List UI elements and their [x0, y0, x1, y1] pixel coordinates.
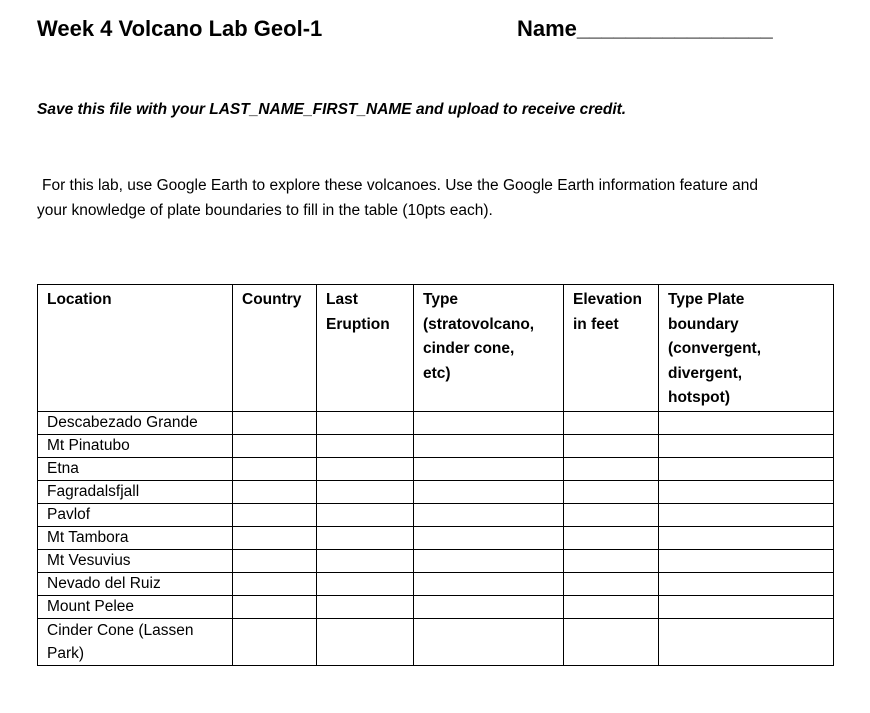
name-field-label: Name________________ — [517, 16, 773, 41]
header-label: in feet — [573, 315, 619, 333]
plate-boundary-cell[interactable] — [659, 526, 834, 549]
location-line: Park) — [47, 644, 85, 662]
intro-line: your knowledge of plate boundaries to fill in the table (10pts each). — [37, 201, 493, 219]
elevation-cell[interactable] — [564, 618, 659, 665]
table-header-row — [38, 285, 834, 412]
type-cell[interactable] — [414, 503, 564, 526]
table-row — [38, 411, 834, 434]
header-country — [233, 285, 317, 412]
header-type — [414, 285, 564, 412]
table-row — [38, 457, 834, 480]
last-eruption-cell[interactable] — [317, 411, 414, 434]
country-cell[interactable] — [233, 457, 317, 480]
header-plate-boundary — [659, 285, 834, 412]
type-cell[interactable] — [414, 526, 564, 549]
elevation-cell[interactable] — [564, 434, 659, 457]
country-cell[interactable] — [233, 595, 317, 618]
location-cell: Mt Pinatubo — [38, 434, 233, 457]
last-eruption-cell[interactable] — [317, 549, 414, 572]
location-cell: Etna — [38, 457, 233, 480]
type-cell[interactable] — [414, 411, 564, 434]
header-last-eruption — [317, 285, 414, 412]
country-cell[interactable] — [233, 572, 317, 595]
table-row — [38, 526, 834, 549]
plate-boundary-cell[interactable] — [659, 411, 834, 434]
type-cell[interactable] — [414, 572, 564, 595]
location-cell: Mt Vesuvius — [38, 549, 233, 572]
type-cell[interactable] — [414, 595, 564, 618]
last-eruption-cell[interactable] — [317, 480, 414, 503]
country-cell[interactable] — [233, 503, 317, 526]
header-label: Country — [242, 291, 302, 308]
plate-boundary-cell[interactable] — [659, 618, 834, 665]
table-row — [38, 549, 834, 572]
plate-boundary-cell[interactable] — [659, 503, 834, 526]
last-eruption-cell[interactable] — [317, 572, 414, 595]
intro-line: For this lab, use Google Earth to explore these volcanoes. Use the Google Earth information feature and — [42, 177, 758, 194]
location-line: Cinder Cone (Lassen — [47, 621, 194, 639]
elevation-cell[interactable] — [564, 411, 659, 434]
table-row — [38, 595, 834, 618]
elevation-cell[interactable] — [564, 480, 659, 503]
header-label: Type — [423, 291, 459, 308]
header-label: Type Plate — [668, 291, 745, 308]
header-location — [38, 285, 233, 412]
header-label: (stratovolcano, — [423, 315, 535, 333]
last-eruption-cell[interactable] — [317, 618, 414, 665]
country-cell[interactable] — [233, 549, 317, 572]
volcano-table — [37, 284, 834, 666]
intro-paragraph — [37, 174, 827, 223]
last-eruption-cell[interactable] — [317, 526, 414, 549]
header-label: divergent, — [668, 364, 743, 382]
location-cell: Descabezado Grande — [38, 411, 233, 434]
type-cell[interactable] — [414, 549, 564, 572]
plate-boundary-cell[interactable] — [659, 457, 834, 480]
last-eruption-cell[interactable] — [317, 503, 414, 526]
last-eruption-cell[interactable] — [317, 457, 414, 480]
table-row — [38, 503, 834, 526]
table-row — [38, 480, 834, 503]
save-instruction: Save this file with your LAST_NAME_FIRST_NAME and upload to receive credit. — [37, 101, 627, 118]
header-label: etc) — [423, 364, 451, 382]
plate-boundary-cell[interactable] — [659, 595, 834, 618]
header-label: hotspot) — [668, 389, 730, 406]
location-cell: Mount Pelee — [38, 595, 233, 618]
plate-boundary-cell[interactable] — [659, 434, 834, 457]
table-row — [38, 434, 834, 457]
plate-boundary-cell[interactable] — [659, 480, 834, 503]
country-cell[interactable] — [233, 411, 317, 434]
header-label: Last — [326, 291, 358, 308]
location-cell: Mt Tambora — [38, 526, 233, 549]
country-cell[interactable] — [233, 526, 317, 549]
last-eruption-cell[interactable] — [317, 595, 414, 618]
elevation-cell[interactable] — [564, 572, 659, 595]
last-eruption-cell[interactable] — [317, 434, 414, 457]
plate-boundary-cell[interactable] — [659, 572, 834, 595]
location-cell: Fagradalsfjall — [38, 480, 233, 503]
elevation-cell[interactable] — [564, 595, 659, 618]
country-cell[interactable] — [233, 618, 317, 665]
header-label: (convergent, — [668, 340, 762, 357]
type-cell[interactable] — [414, 434, 564, 457]
country-cell[interactable] — [233, 434, 317, 457]
header-label: boundary — [668, 315, 739, 333]
type-cell[interactable] — [414, 480, 564, 503]
plate-boundary-cell[interactable] — [659, 549, 834, 572]
header-label: cinder cone, — [423, 340, 515, 357]
elevation-cell[interactable] — [564, 549, 659, 572]
header-elevation — [564, 285, 659, 412]
location-cell — [38, 618, 233, 665]
header-label: Eruption — [326, 315, 390, 333]
table-row — [38, 572, 834, 595]
type-cell[interactable] — [414, 618, 564, 665]
country-cell[interactable] — [233, 480, 317, 503]
elevation-cell[interactable] — [564, 457, 659, 480]
header-label: Elevation — [573, 291, 642, 308]
document-title: Week 4 Volcano Lab Geol-1 — [37, 16, 323, 41]
location-cell: Nevado del Ruiz — [38, 572, 233, 595]
table-row — [38, 618, 834, 665]
elevation-cell[interactable] — [564, 526, 659, 549]
header-label: Location — [47, 291, 112, 308]
elevation-cell[interactable] — [564, 503, 659, 526]
location-cell: Pavlof — [38, 503, 233, 526]
type-cell[interactable] — [414, 457, 564, 480]
